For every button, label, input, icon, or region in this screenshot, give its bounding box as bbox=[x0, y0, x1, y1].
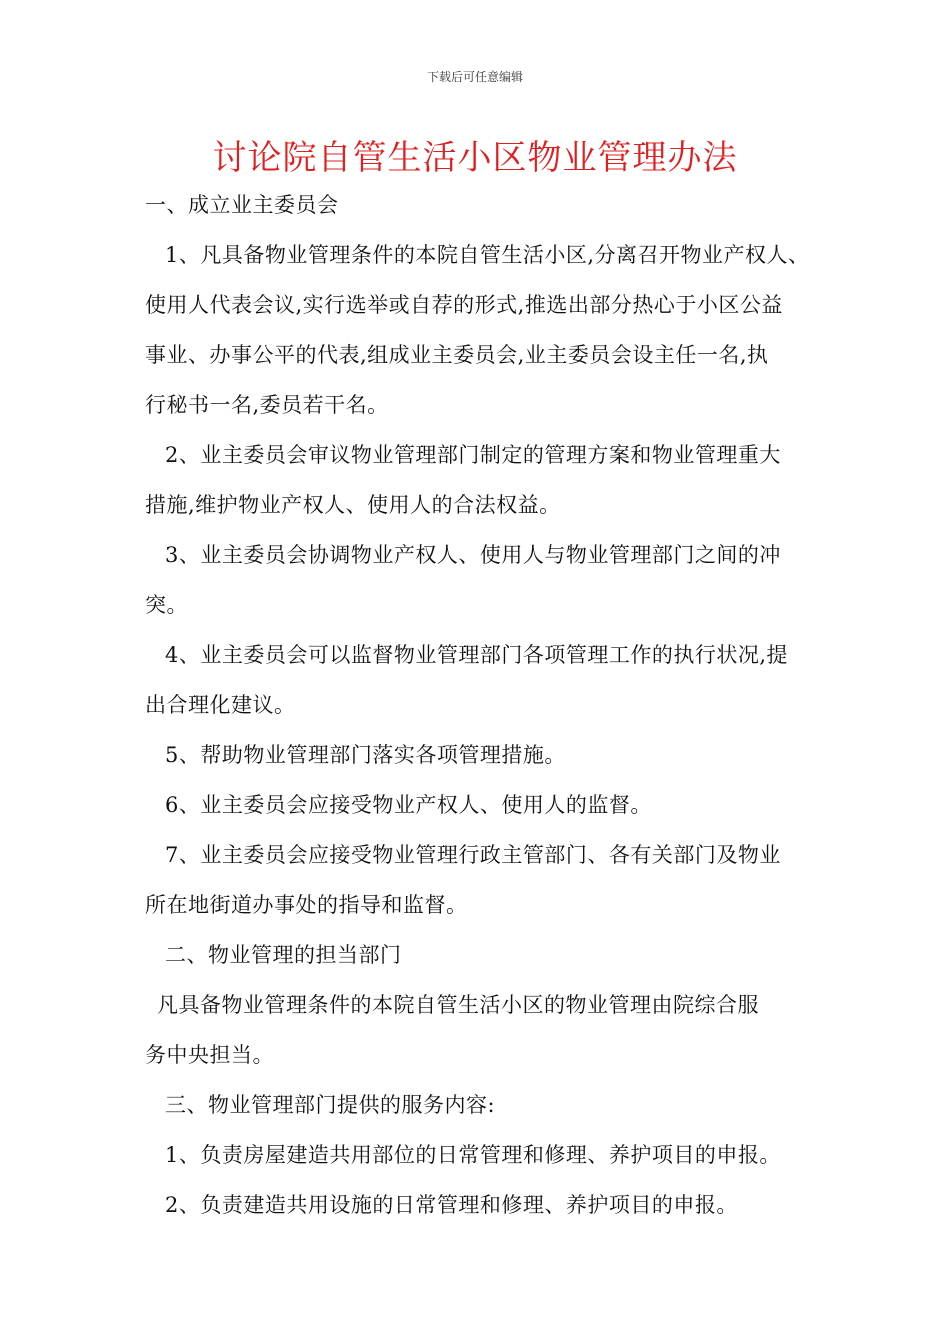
paragraph-line: 出合理化建议。 bbox=[145, 693, 296, 717]
document-title: 讨论院自管生活小区物业管理办法 bbox=[212, 138, 738, 178]
paragraph-line: 行秘书一名,委员若干名。 bbox=[145, 393, 389, 417]
section-heading: 三、物业管理部门提供的服务内容: bbox=[165, 1093, 496, 1117]
paragraph-line: 7、业主委员会应接受物业管理行政主管部门、各有关部门及物业 bbox=[165, 843, 781, 867]
paragraph-line: 5、帮助物业管理部门落实各项管理措施。 bbox=[165, 743, 566, 767]
paragraph-line: 3、业主委员会协调物业产权人、使用人与物业管理部门之间的冲 bbox=[165, 543, 781, 567]
header-note: 下载后可任意编辑 bbox=[426, 70, 523, 84]
paragraph-line: 措施,维护物业产权人、使用人的合法权益。 bbox=[145, 493, 561, 517]
paragraph-line: 2、负责建造共用设施的日常管理和修理、养护项目的申报。 bbox=[165, 1193, 738, 1217]
section-heading: 一、成立业主委员会 bbox=[145, 193, 339, 217]
paragraph-line: 6、业主委员会应接受物业产权人、使用人的监督。 bbox=[165, 793, 652, 817]
paragraph-line: 务中央担当。 bbox=[145, 1043, 274, 1067]
paragraph-line: 1、负责房屋建造共用部位的日常管理和修理、养护项目的申报。 bbox=[165, 1143, 781, 1167]
paragraph-line: 凡具备物业管理条件的本院自管生活小区的物业管理由院综合服 bbox=[157, 993, 759, 1017]
paragraph-line: 突。 bbox=[145, 593, 188, 617]
paragraph-line: 使用人代表会议,实行选举或自荐的形式,推选出部分热心于小区公益 bbox=[145, 293, 783, 317]
paragraph-line: 事业、办事公平的代表,组成业主委员会,业主委员会设主任一名,执 bbox=[145, 343, 769, 367]
document-body bbox=[145, 180, 825, 1230]
paragraph-line: 4、业主委员会可以监督物业管理部门各项管理工作的执行状况,提 bbox=[165, 643, 789, 667]
paragraph-line: 1、凡具备物业管理条件的本院自管生活小区,分离召开物业产权人、 bbox=[165, 243, 810, 267]
section-heading: 二、物业管理的担当部门 bbox=[165, 943, 402, 967]
paragraph-line: 所在地街道办事处的指导和监督。 bbox=[145, 893, 468, 917]
paragraph-line: 2、业主委员会审议物业管理部门制定的管理方案和物业管理重大 bbox=[165, 443, 781, 467]
